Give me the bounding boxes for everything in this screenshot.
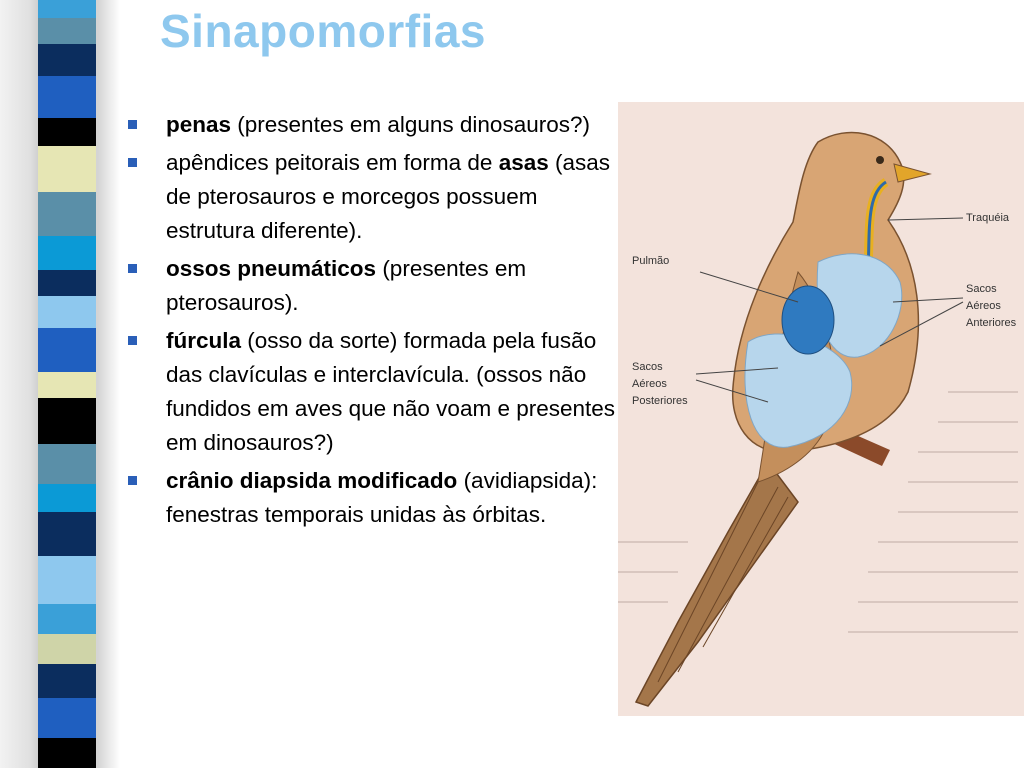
- bullet-item: [128, 252, 628, 320]
- bullet-square-icon: [128, 336, 137, 345]
- stripe-band: [38, 76, 96, 118]
- stripe-band: [38, 372, 96, 398]
- stripe-band: [38, 192, 96, 236]
- stripe-band: [38, 118, 96, 146]
- bird-eye: [876, 156, 884, 164]
- bullet-text: (presentes em alguns dinosauros?): [231, 112, 590, 137]
- label-sacos-anteriores-3: Anteriores: [966, 317, 1017, 329]
- label-traqueia: Traquéia: [966, 212, 1010, 224]
- bullet-item: [128, 324, 628, 460]
- label-sacos-posteriores-3: Posteriores: [632, 395, 688, 407]
- stripe-band: [38, 738, 96, 768]
- stripe-band: [38, 664, 96, 698]
- bullet-text: (avidiapsida): fenestras temporais unidas às órbitas.: [166, 468, 598, 527]
- bullet-square-icon: [128, 264, 137, 273]
- label-sacos-posteriores-2: Aéreos: [632, 378, 667, 390]
- stripe-band: [38, 44, 96, 76]
- stripe-band: [38, 604, 96, 634]
- label-sacos-anteriores-2: Aéreos: [966, 300, 1001, 312]
- bullet-text: (asas de pterosauros e morcegos possuem estrutura diferente).: [166, 150, 611, 243]
- label-sacos-anteriores-1: Sacos: [966, 283, 997, 295]
- stripe-band: [38, 398, 96, 444]
- stripe-band: [38, 236, 96, 270]
- bullet-bold-text: ossos pneumáticos: [166, 256, 377, 281]
- label-pulmao: Pulmão: [632, 255, 670, 267]
- bird-respiratory-illustration: [618, 102, 1024, 716]
- stripe-band: [38, 18, 96, 44]
- stripe-band: [38, 634, 96, 664]
- bullet-item: [128, 464, 628, 532]
- bullet-bold-text: fúrcula: [166, 328, 242, 353]
- stripe-band: [38, 328, 96, 372]
- stripe-band: [38, 512, 96, 556]
- stripe-band: [38, 270, 96, 296]
- slide-title: Sinapomorfias: [160, 5, 487, 57]
- bullet-square-icon: [128, 158, 137, 167]
- stripe-band: [38, 556, 96, 604]
- stripe-band: [38, 296, 96, 328]
- bullet-text: apêndices peitorais em forma de: [166, 150, 499, 175]
- bullet-bold-text: penas: [166, 112, 232, 137]
- bullet-bold-text: crânio diapsida modificado: [166, 468, 458, 493]
- bullet-square-icon: [128, 120, 137, 129]
- stripe-band: [38, 698, 96, 738]
- bullet-item: [128, 108, 628, 142]
- stripe-band: [38, 484, 96, 512]
- bullet-item: [128, 146, 628, 248]
- bird-diagram: [618, 102, 1024, 716]
- decorative-stripe: [0, 0, 120, 768]
- bullet-bold-text: asas: [498, 150, 549, 175]
- label-sacos-posteriores-1: Sacos: [632, 361, 663, 373]
- stripe-band: [38, 444, 96, 484]
- stripe-band: [38, 0, 96, 18]
- bullet-text: (presentes em pterosauros).: [166, 256, 527, 315]
- lung: [782, 286, 834, 354]
- bullet-list: [128, 108, 628, 536]
- stripe-band: [38, 146, 96, 192]
- bullet-text: (osso da sorte) formada pela fusão das clavículas e interclavícula. (ossos não fundidos em aves que não voam e presentes em dinosauros?): [166, 328, 616, 455]
- bullet-square-icon: [128, 476, 137, 485]
